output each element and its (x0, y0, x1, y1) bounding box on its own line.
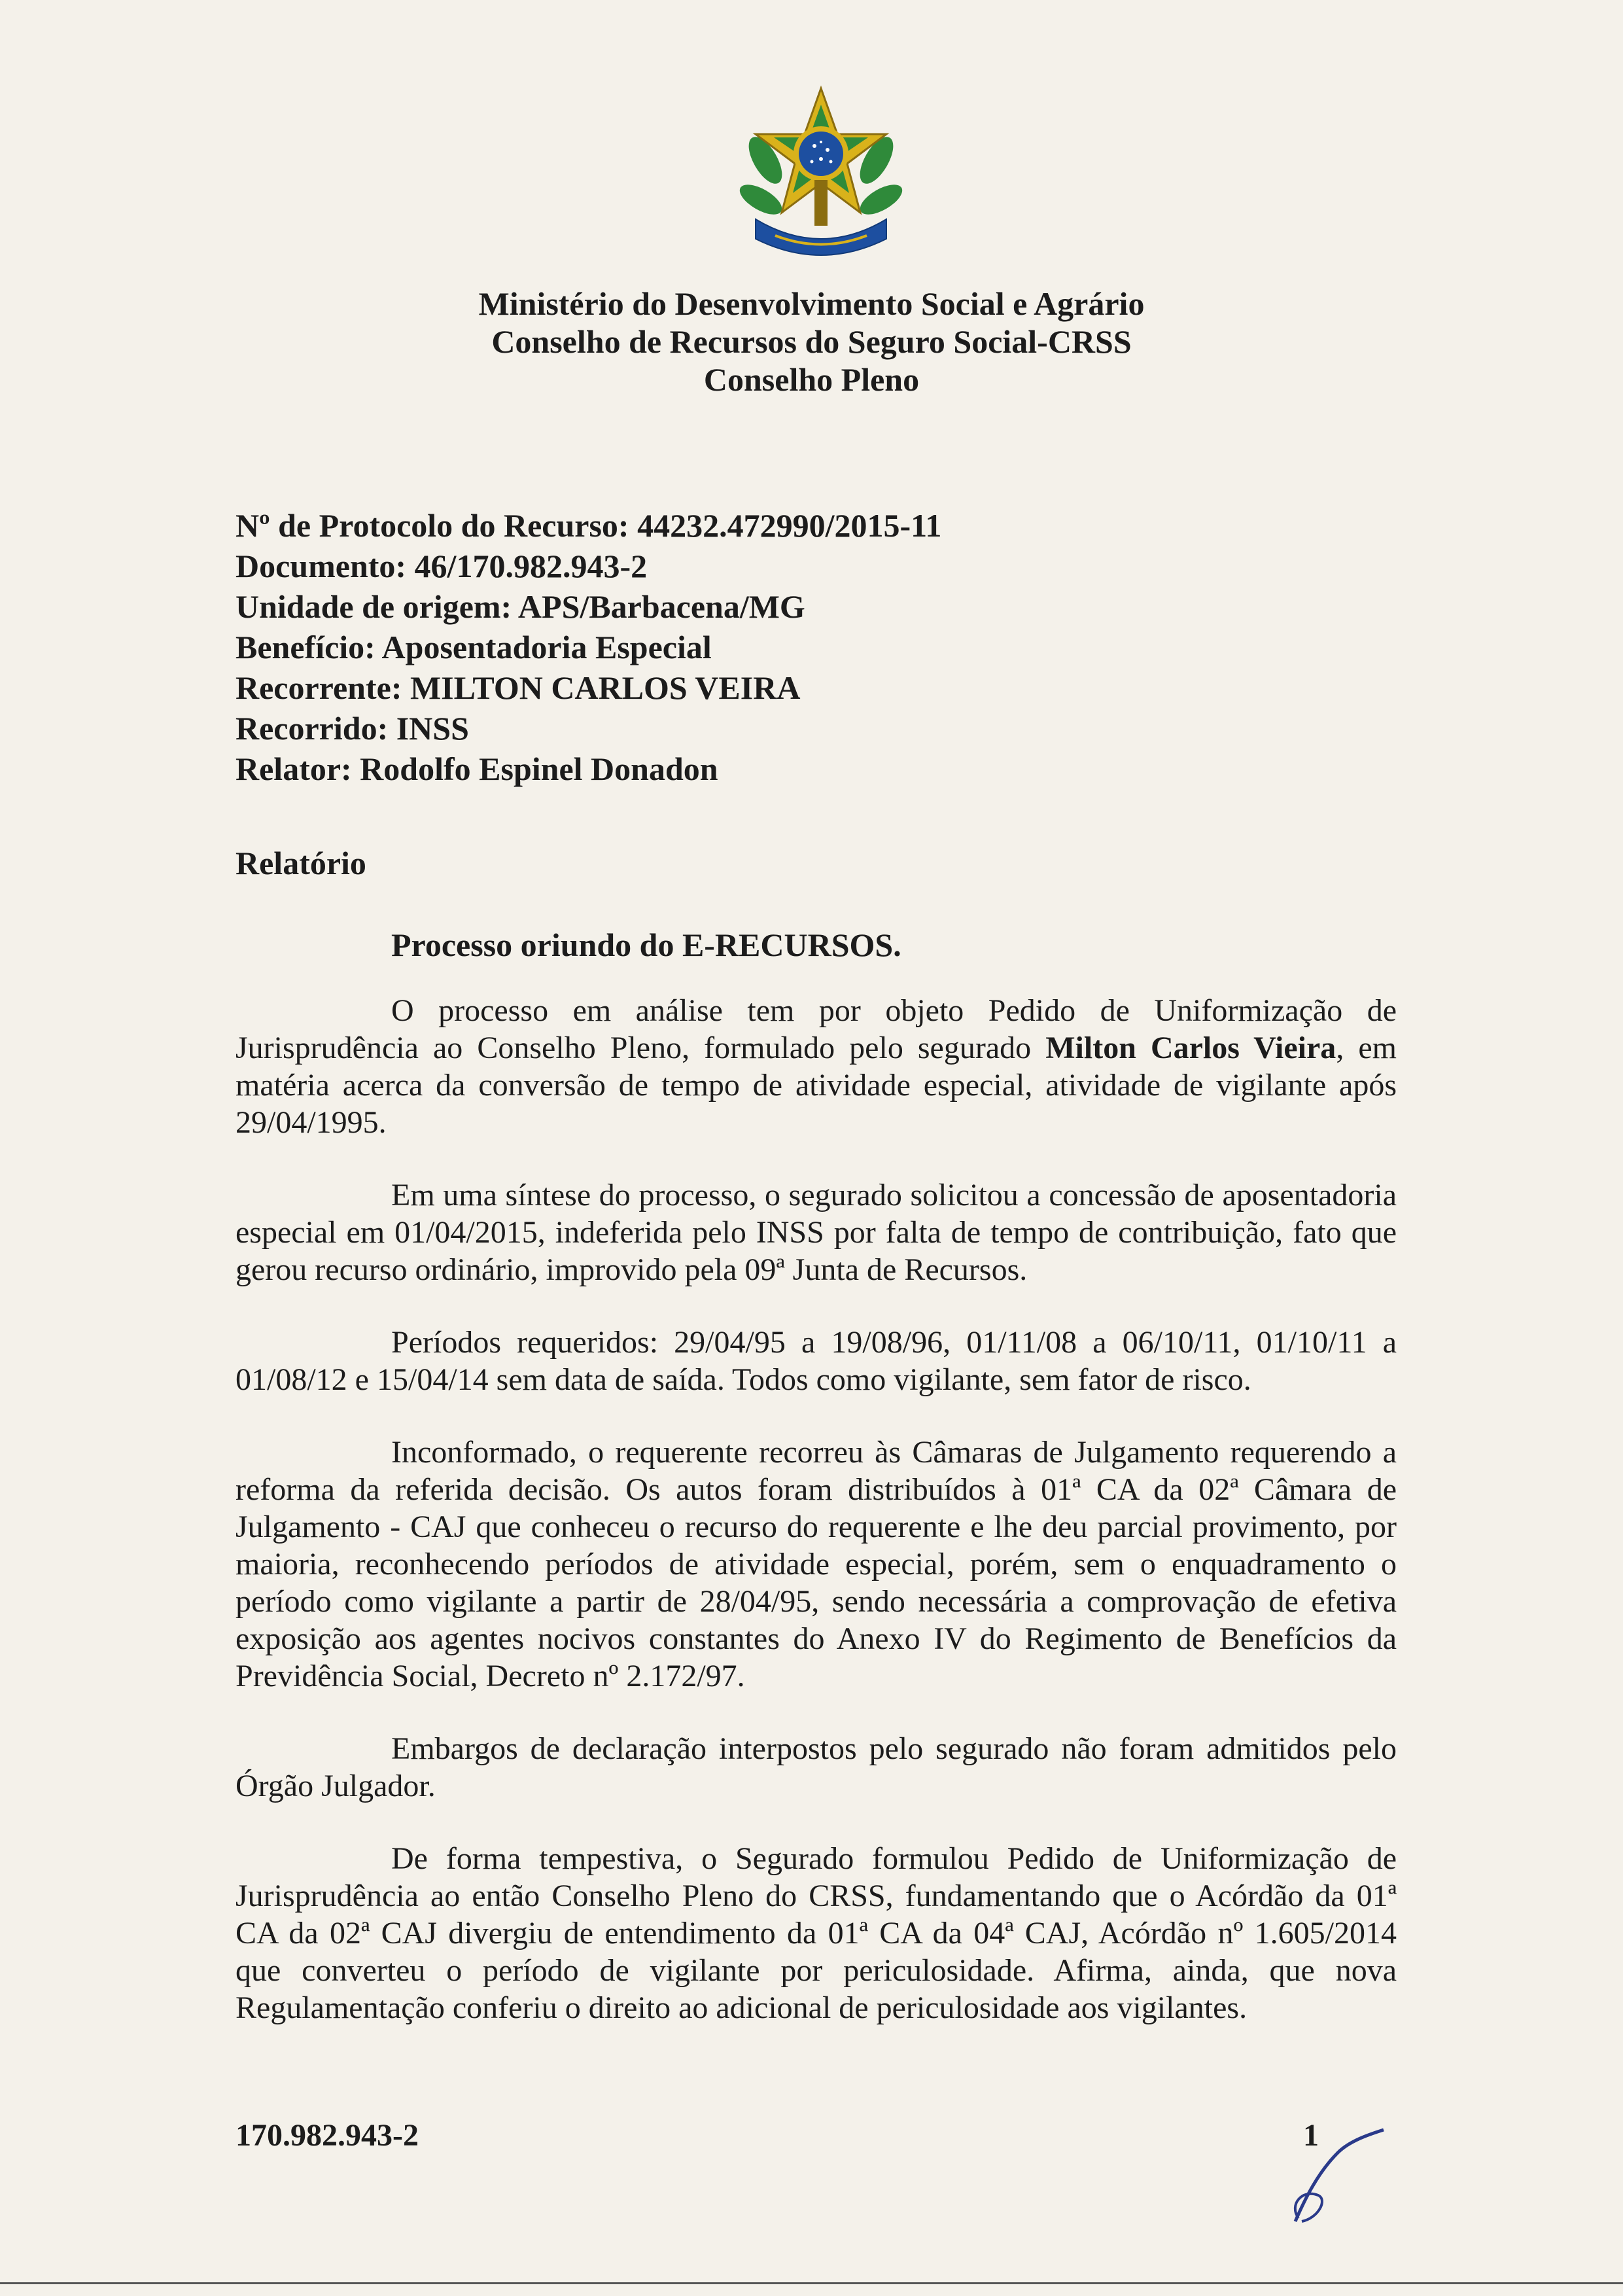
process-origin-subtitle: Processo oriundo do E-RECURSOS. (391, 927, 901, 963)
paragraph-5: Embargos de declaração interpostos pelo segurado não foram admitidos pelo Órgão Julgador. (236, 1731, 1397, 1803)
initials-signature-icon (1282, 2127, 1387, 2225)
section-title: Relatório (236, 845, 366, 881)
coat-of-arms-icon (729, 82, 913, 272)
paragraph-3: Períodos requeridos: 29/04/95 a 19/08/96, 01/11/08 a 06/10/11, 01/10/11 a 01/08/12 e 15/04/14 sem data de saída. Todos como vigilante, sem fator de risco. (236, 1325, 1397, 1397)
report-body (236, 992, 1397, 2062)
rapporteur: Relator: Rodolfo Espinel Donadon (236, 751, 718, 787)
appellant-name: Milton Carlos Vieira (1045, 1031, 1336, 1065)
header (0, 285, 1623, 398)
paragraph-2: Em uma síntese do processo, o segurado solicitou a concessão de aposentadoria especial em 01/04/2015, indeferida pelo INSS por falta de tempo de contribuição, fato que gerou recurso ordinário, improvido pela 09ª Junta de Recursos. (236, 1178, 1397, 1287)
paragraph-4: Inconformado, o requerente recorreu às Câmaras de Julgamento requerendo a reforma da referida decisão. Os autos foram distribuídos à 01ª CA da 02ª Câmara de Julgamento - CAJ que conheceu o recurso do requerente e lhe deu parcial provimento, por maioria, reconhecendo períodos de atividade especial, porém, sem o enquadramento o período como vigilante a partir de 28/04/95, sendo necessária a comprovação de efetiva exposição aos agentes nocivos constantes do Anexo IV do Regimento de Benefícios da Previdência Social, Decreto nº 2.172/97. (236, 1435, 1397, 1693)
ministry-name: Ministério do Desenvolvimento Social e Agrário (478, 285, 1145, 322)
origin-unit: Unidade de origem: APS/Barbacena/MG (236, 588, 805, 625)
appellant: Recorrente: MILTON CARLOS VEIRA (236, 669, 801, 706)
protocol-number: Nº de Protocolo do Recurso: 44232.472990/2015-11 (236, 507, 942, 544)
appellee: Recorrido: INSS (236, 710, 469, 747)
bottom-edge-line (0, 2282, 1623, 2284)
council-plenary: Conselho Pleno (703, 361, 920, 398)
paragraph-1: O processo em análise tem por objeto Pedido de Uniformização de Jurisprudência ao Conselho Pleno, formulado pelo segurado Milton Carlos Vieira, em matéria acerca da conversão de tempo de atividade especial, atividade de vigilante após 29/04/1995. (236, 993, 1397, 1140)
council-name: Conselho de Recursos do Seguro Social-CRSS (491, 323, 1132, 360)
paragraph-6: De forma tempestiva, o Segurado formulou Pedido de Uniformização de Jurisprudência ao então Conselho Pleno do CRSS, fundamentando que o Acórdão da 01ª CA da 02ª CAJ divergiu de entendimento da 01ª CA da 04ª CAJ, Acórdão nº 1.605/2014 que converteu o período de vigilante por periculosidade. Afirma, ainda, que nova Regulamentação conferiu o direito ao adicional de periculosidade aos vigilantes. (236, 1841, 1397, 2025)
benefit-type: Benefício: Aposentadoria Especial (236, 629, 712, 665)
footer-document-number: 170.982.943-2 (236, 2118, 419, 2153)
case-metadata (236, 505, 1413, 789)
page-number: 1 (1303, 2118, 1319, 2153)
document-id: Documento: 46/170.982.943-2 (236, 548, 648, 584)
